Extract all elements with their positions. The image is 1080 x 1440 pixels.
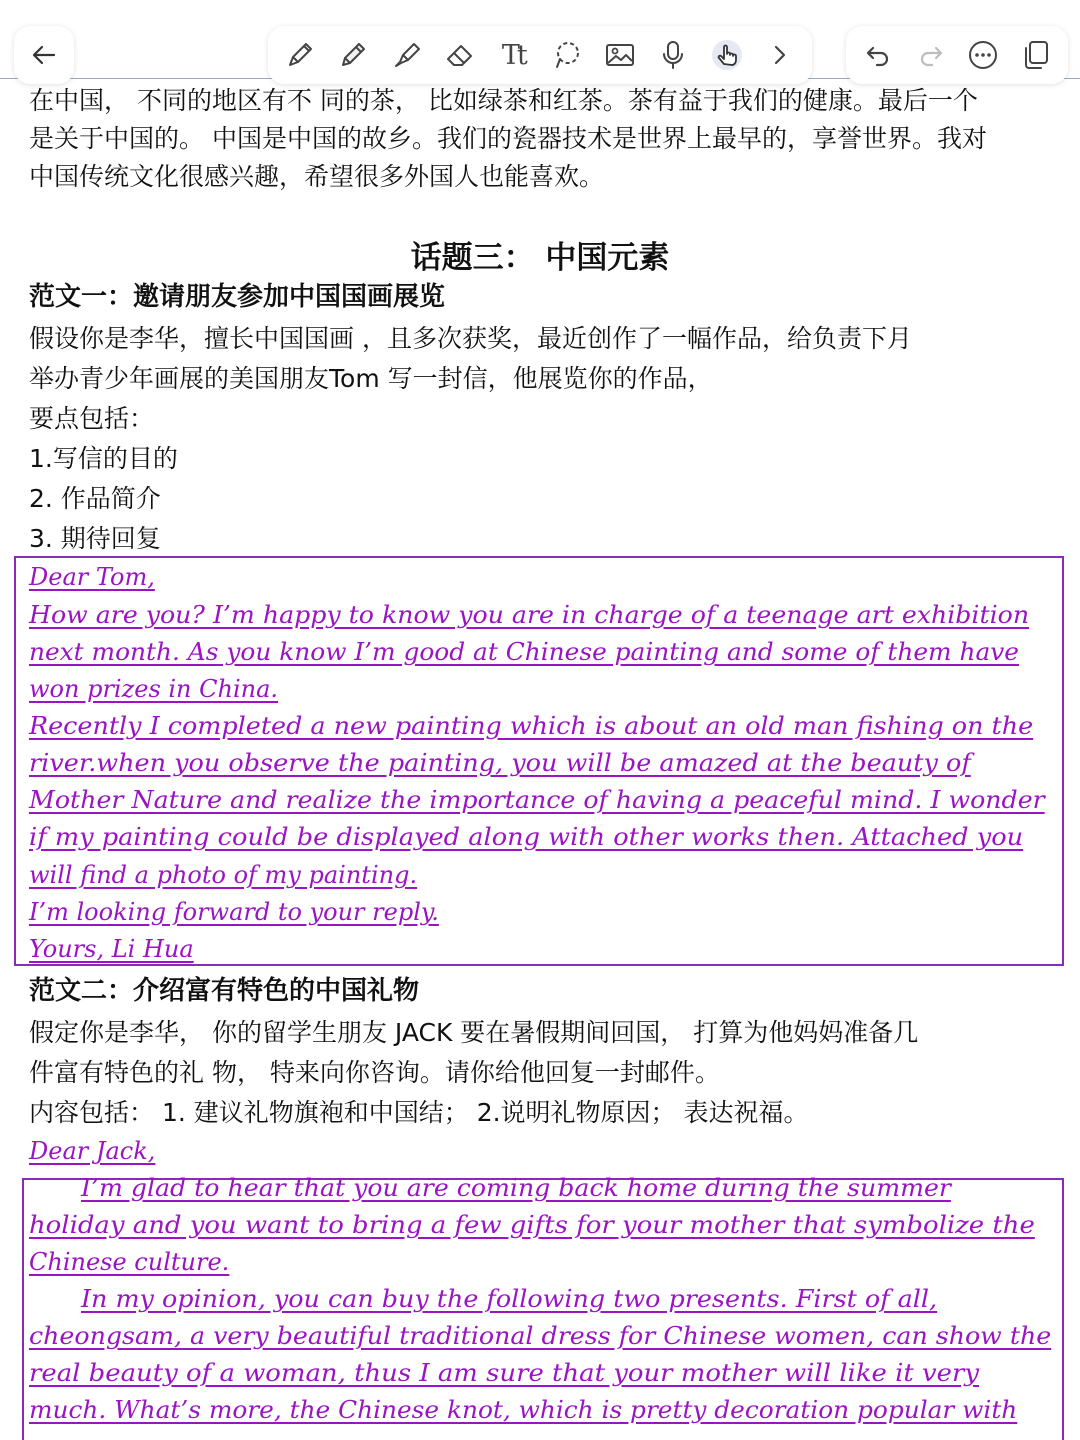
toolbar-left-group xyxy=(14,26,74,84)
essay2-prompt-line: 假定你是李华， 你的留学生朋友 JACK 要在暑假期间回国， 打算为他妈妈准备几 xyxy=(29,1018,919,1047)
microphone-icon[interactable] xyxy=(655,37,691,73)
essay1-handwriting-line: next month. As you know I’m good at Chinese painting and some of them have xyxy=(29,638,1020,666)
essay2-prompt-line: 内容包括： 1. 建议礼物旗袍和中国结； 2.说明礼物原因； 表达祝福。 xyxy=(29,1098,809,1127)
image-icon[interactable] xyxy=(602,37,638,73)
text-tool-label: Tt xyxy=(501,39,525,71)
pencil-icon[interactable] xyxy=(335,37,371,73)
back-arrow-icon[interactable] xyxy=(26,37,62,73)
hand-pointer-icon[interactable] xyxy=(709,37,745,73)
essay1-prompt-line: 2. 作品简介 xyxy=(29,484,161,513)
essay1-handwriting-line: I’m looking forward to your reply. xyxy=(29,898,439,926)
essay2-handwriting-line: real beauty of a woman, thus I am sure that your mother will like it very xyxy=(29,1359,980,1387)
essay1-handwriting-line: river.when you observe the painting, you will be amazed at the beauty of xyxy=(29,749,971,777)
intro-line-1: 在中国， 不同的地区有不 同的茶， 比如绿茶和红茶。茶有益于我们的健康。最后一个 xyxy=(29,86,978,115)
highlighter-icon[interactable] xyxy=(389,37,425,73)
more-icon[interactable] xyxy=(965,37,1001,73)
essay2-handwriting-line: holiday and you want to bring a few gifts for your mother that symbolize the xyxy=(29,1211,1035,1239)
undo-icon[interactable] xyxy=(860,37,896,73)
essay1-handwriting-line: How are you? I’m happy to know you are in charge of a teenage art exhibition xyxy=(29,601,1030,629)
chevron-right-icon[interactable] xyxy=(762,37,798,73)
essay2-handwriting-line: Chinese culture. xyxy=(29,1248,230,1276)
topic-heading: 话题三： 中国元素 xyxy=(410,240,670,276)
eraser-icon[interactable] xyxy=(442,37,478,73)
essay1-handwriting-line: if my painting could be displayed along with other works then. Attached you xyxy=(29,823,1024,851)
essay1-prompt-line: 要点包括： xyxy=(29,404,155,433)
lasso-icon[interactable] xyxy=(549,37,585,73)
intro-line-2: 是关于中国的。 中国是中国的故乡。我们的瓷器技术是世界上最早的，享誉世界。我对 xyxy=(29,124,987,153)
essay1-handwriting-line: Yours, Li Hua xyxy=(29,935,194,963)
toolbar-right-group xyxy=(846,26,1068,84)
text-tool-icon[interactable] xyxy=(495,37,531,73)
essay1-prompt-line: 举办青少年画展的美国朋友Tom 写一封信，他展览你的作品， xyxy=(29,364,713,393)
essay1-handwriting-line: will find a photo of my painting. xyxy=(29,861,418,889)
essay1-title: 范文一：邀请朋友参加中国国画展览 xyxy=(29,282,446,312)
essay1-handwriting-line: Mother Nature and realize the importance of having a peaceful mind. I wonder xyxy=(29,786,1045,814)
essay1-handwriting-line: won prizes in China. xyxy=(29,675,279,703)
essay1-prompt-line: 3. 期待回复 xyxy=(29,524,161,553)
toolbar xyxy=(0,0,1080,90)
essay1-handwriting-line: Dear Tom, xyxy=(29,563,155,591)
essay2-title: 范文二：介绍富有特色的中国礼物 xyxy=(29,976,420,1006)
essay1-prompt-line: 1.写信的目的 xyxy=(29,444,178,473)
redo-icon[interactable] xyxy=(913,37,949,73)
toolbar-tools-group xyxy=(268,26,812,84)
essay2-handwriting-line: cheongsam, a very beautiful traditional dress for Chinese women, can show the xyxy=(29,1322,1052,1350)
essay2-prompt-line: 件富有特色的礼 物， 特来向你咨询。请你给他回复一封邮件。 xyxy=(29,1058,720,1087)
essay2-handwriting-line: I’m glad to hear that you are coming back home during the summer xyxy=(81,1174,951,1202)
intro-line-3: 中国传统文化很感兴趣，希望很多外国人也能喜欢。 xyxy=(29,162,605,191)
essay1-handwriting-line: Recently I completed a new painting which is about an old man fishing on the xyxy=(29,712,1034,740)
essay2-handwriting-line: In my opinion, you can buy the following two presents. First of all, xyxy=(81,1285,938,1313)
essay2-handwriting-line: Dear Jack, xyxy=(29,1137,156,1165)
pages-icon[interactable] xyxy=(1018,37,1054,73)
essay2-handwriting-line: much. What’s more, the Chinese knot, which is pretty decoration popular with xyxy=(29,1396,1018,1424)
pen-icon[interactable] xyxy=(282,37,318,73)
essay1-prompt-line: 假设你是李华，擅长中国国画 ，且多次获奖，最近创作了一幅作品，给负责下月 xyxy=(29,324,912,353)
